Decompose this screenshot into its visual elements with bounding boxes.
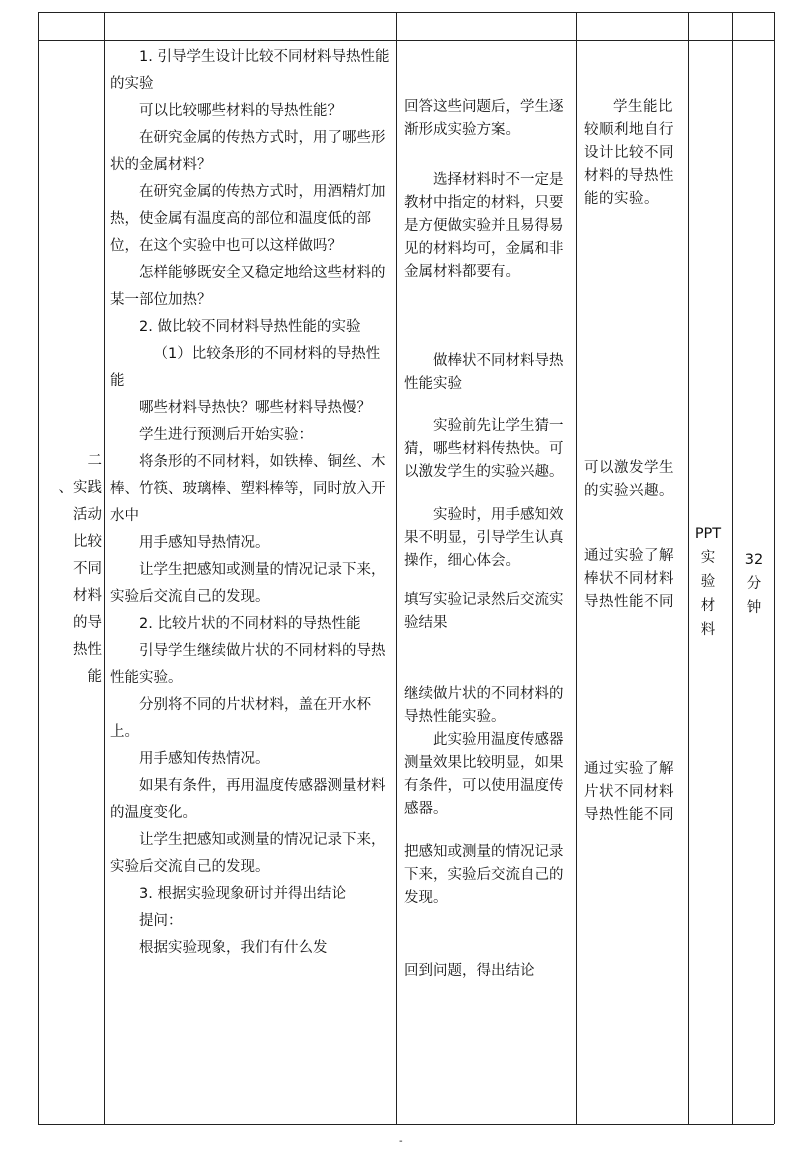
section-title-line: 能: [87, 669, 102, 685]
page-number: -: [399, 1136, 403, 1147]
activity-paragraph: 回到问题，得出结论: [404, 963, 535, 979]
activity-paragraph: 把感知或测量的情况记录下来，实验后交流自己的发现。: [404, 844, 564, 906]
resources-line: 实: [700, 550, 716, 566]
activity-paragraph: 实验时，用手感知效果不明显，引导学生认真操作，细心体会。: [404, 507, 564, 569]
design-intent-cell: [584, 96, 682, 827]
column-divider: [104, 12, 105, 1124]
duration-line: 分: [746, 576, 762, 592]
resources-line: PPT: [694, 526, 722, 542]
section-title-line: 的导: [73, 615, 102, 631]
activity-paragraph: 做棒状不同材料导热性能实验: [404, 353, 564, 392]
intent-paragraph: 学生能比较顺利地自行设计比较不同材料的导热性能的实验。: [584, 99, 674, 207]
duration-line: 32: [744, 552, 764, 568]
resources-line: 验: [700, 574, 716, 590]
section-title-line: 二: [87, 453, 102, 469]
process-paragraph: 如果有条件，再用温度传感器测量材料的温度变化。: [110, 778, 386, 821]
table-border-left: [38, 12, 39, 1124]
process-paragraph: 用手感知导热情况。: [139, 535, 270, 551]
activity-paragraph: 回答这些问题后，学生逐渐形成实验方案。: [404, 99, 564, 138]
intent-paragraph: 可以激发学生的实验兴趣。: [584, 460, 674, 499]
student-activity-cell: [404, 96, 572, 983]
activity-paragraph: 填写实验记录然后交流实验结果: [404, 592, 564, 631]
process-paragraph: 让学生把感知或测量的情况记录下来，实验后交流自己的发现。: [110, 562, 386, 605]
process-paragraph: 怎样能够既安全又稳定地给这些材料的某一部位加热？: [110, 265, 386, 308]
process-paragraph: 提问：: [139, 913, 183, 929]
section-title-line: 热性: [73, 642, 102, 658]
process-paragraph: 2. 比较片状的不同材料的导热性能: [139, 616, 361, 632]
activity-paragraph: 实验前先让学生猜一猜，哪些材料传热快。可以激发学生的实验兴趣。: [404, 418, 564, 480]
process-paragraph: 2. 做比较不同材料导热性能的实验: [139, 319, 361, 335]
section-title-line: 不同: [73, 561, 102, 577]
process-paragraph: 根据实验现象，我们有什么发: [139, 940, 328, 956]
section-title-line: 比较: [73, 534, 102, 550]
section-title-line: 活动: [73, 507, 102, 523]
column-divider: [396, 12, 397, 1124]
process-paragraph: （1）比较条形的不同材料的导热性能: [110, 346, 381, 389]
activity-paragraph: 继续做片状的不同材料的导热性能实验。: [404, 686, 564, 725]
process-paragraph: 让学生把感知或测量的情况记录下来，实验后交流自己的发现。: [110, 832, 386, 875]
resources-cell: [694, 522, 722, 642]
duration-cell: [738, 548, 770, 620]
process-paragraph: 1. 引导学生设计比较不同材料导热性能的实验: [110, 49, 390, 92]
resources-line: 材: [700, 598, 716, 614]
column-divider: [576, 12, 577, 1124]
column-divider: [732, 12, 733, 1124]
process-paragraph: 在研究金属的传热方式时，用了哪些形状的金属材料？: [110, 130, 386, 173]
process-paragraph: 在研究金属的传热方式时，用酒精灯加热，使金属有温度高的部位和温度低的部位，在这个实验中也可以这样做吗？: [110, 184, 386, 254]
duration-line: 钟: [746, 600, 762, 616]
process-paragraph: 将条形的不同材料，如铁棒、铜丝、木棒、竹筷、玻璃棒、塑料棒等，同时放入开水中: [110, 454, 386, 524]
activity-paragraph: 选择材料时不一定是教材中指定的材料，只要是方便做实验并且易得易见的材料均可，金属和非金属材料都要有。: [404, 172, 564, 280]
resources-line: 料: [700, 622, 716, 638]
process-paragraph: 引导学生继续做片状的不同材料的导热性能实验。: [110, 643, 386, 686]
process-paragraph: 3. 根据实验现象研讨并得出结论: [139, 886, 346, 902]
table-border-right: [774, 12, 775, 1124]
header-row-divider: [38, 40, 774, 41]
column-divider: [688, 12, 689, 1124]
section-title-line: 、实践: [58, 480, 102, 496]
process-paragraph: 用手感知传热情况。: [139, 751, 270, 767]
section-title-line: 材料: [73, 588, 102, 604]
section-title-cell: [44, 448, 102, 691]
teaching-process-cell: [110, 44, 392, 962]
process-paragraph: 可以比较哪些材料的导热性能？: [139, 103, 342, 119]
process-paragraph: 哪些材料导热快？哪些材料导热慢？: [139, 400, 371, 416]
intent-paragraph: 通过实验了解片状不同材料导热性能不同: [584, 761, 674, 823]
intent-paragraph: 通过实验了解棒状不同材料导热性能不同: [584, 548, 674, 610]
table-border-bottom: [38, 1124, 774, 1125]
table-border-top: [38, 12, 774, 13]
activity-paragraph: 此实验用温度传感器测量效果比较明显，如果有条件，可以使用温度传感器。: [404, 732, 564, 817]
process-paragraph: 分别将不同的片状材料，盖在开水杯上。: [110, 697, 371, 740]
process-paragraph: 学生进行预测后开始实验：: [139, 427, 313, 443]
